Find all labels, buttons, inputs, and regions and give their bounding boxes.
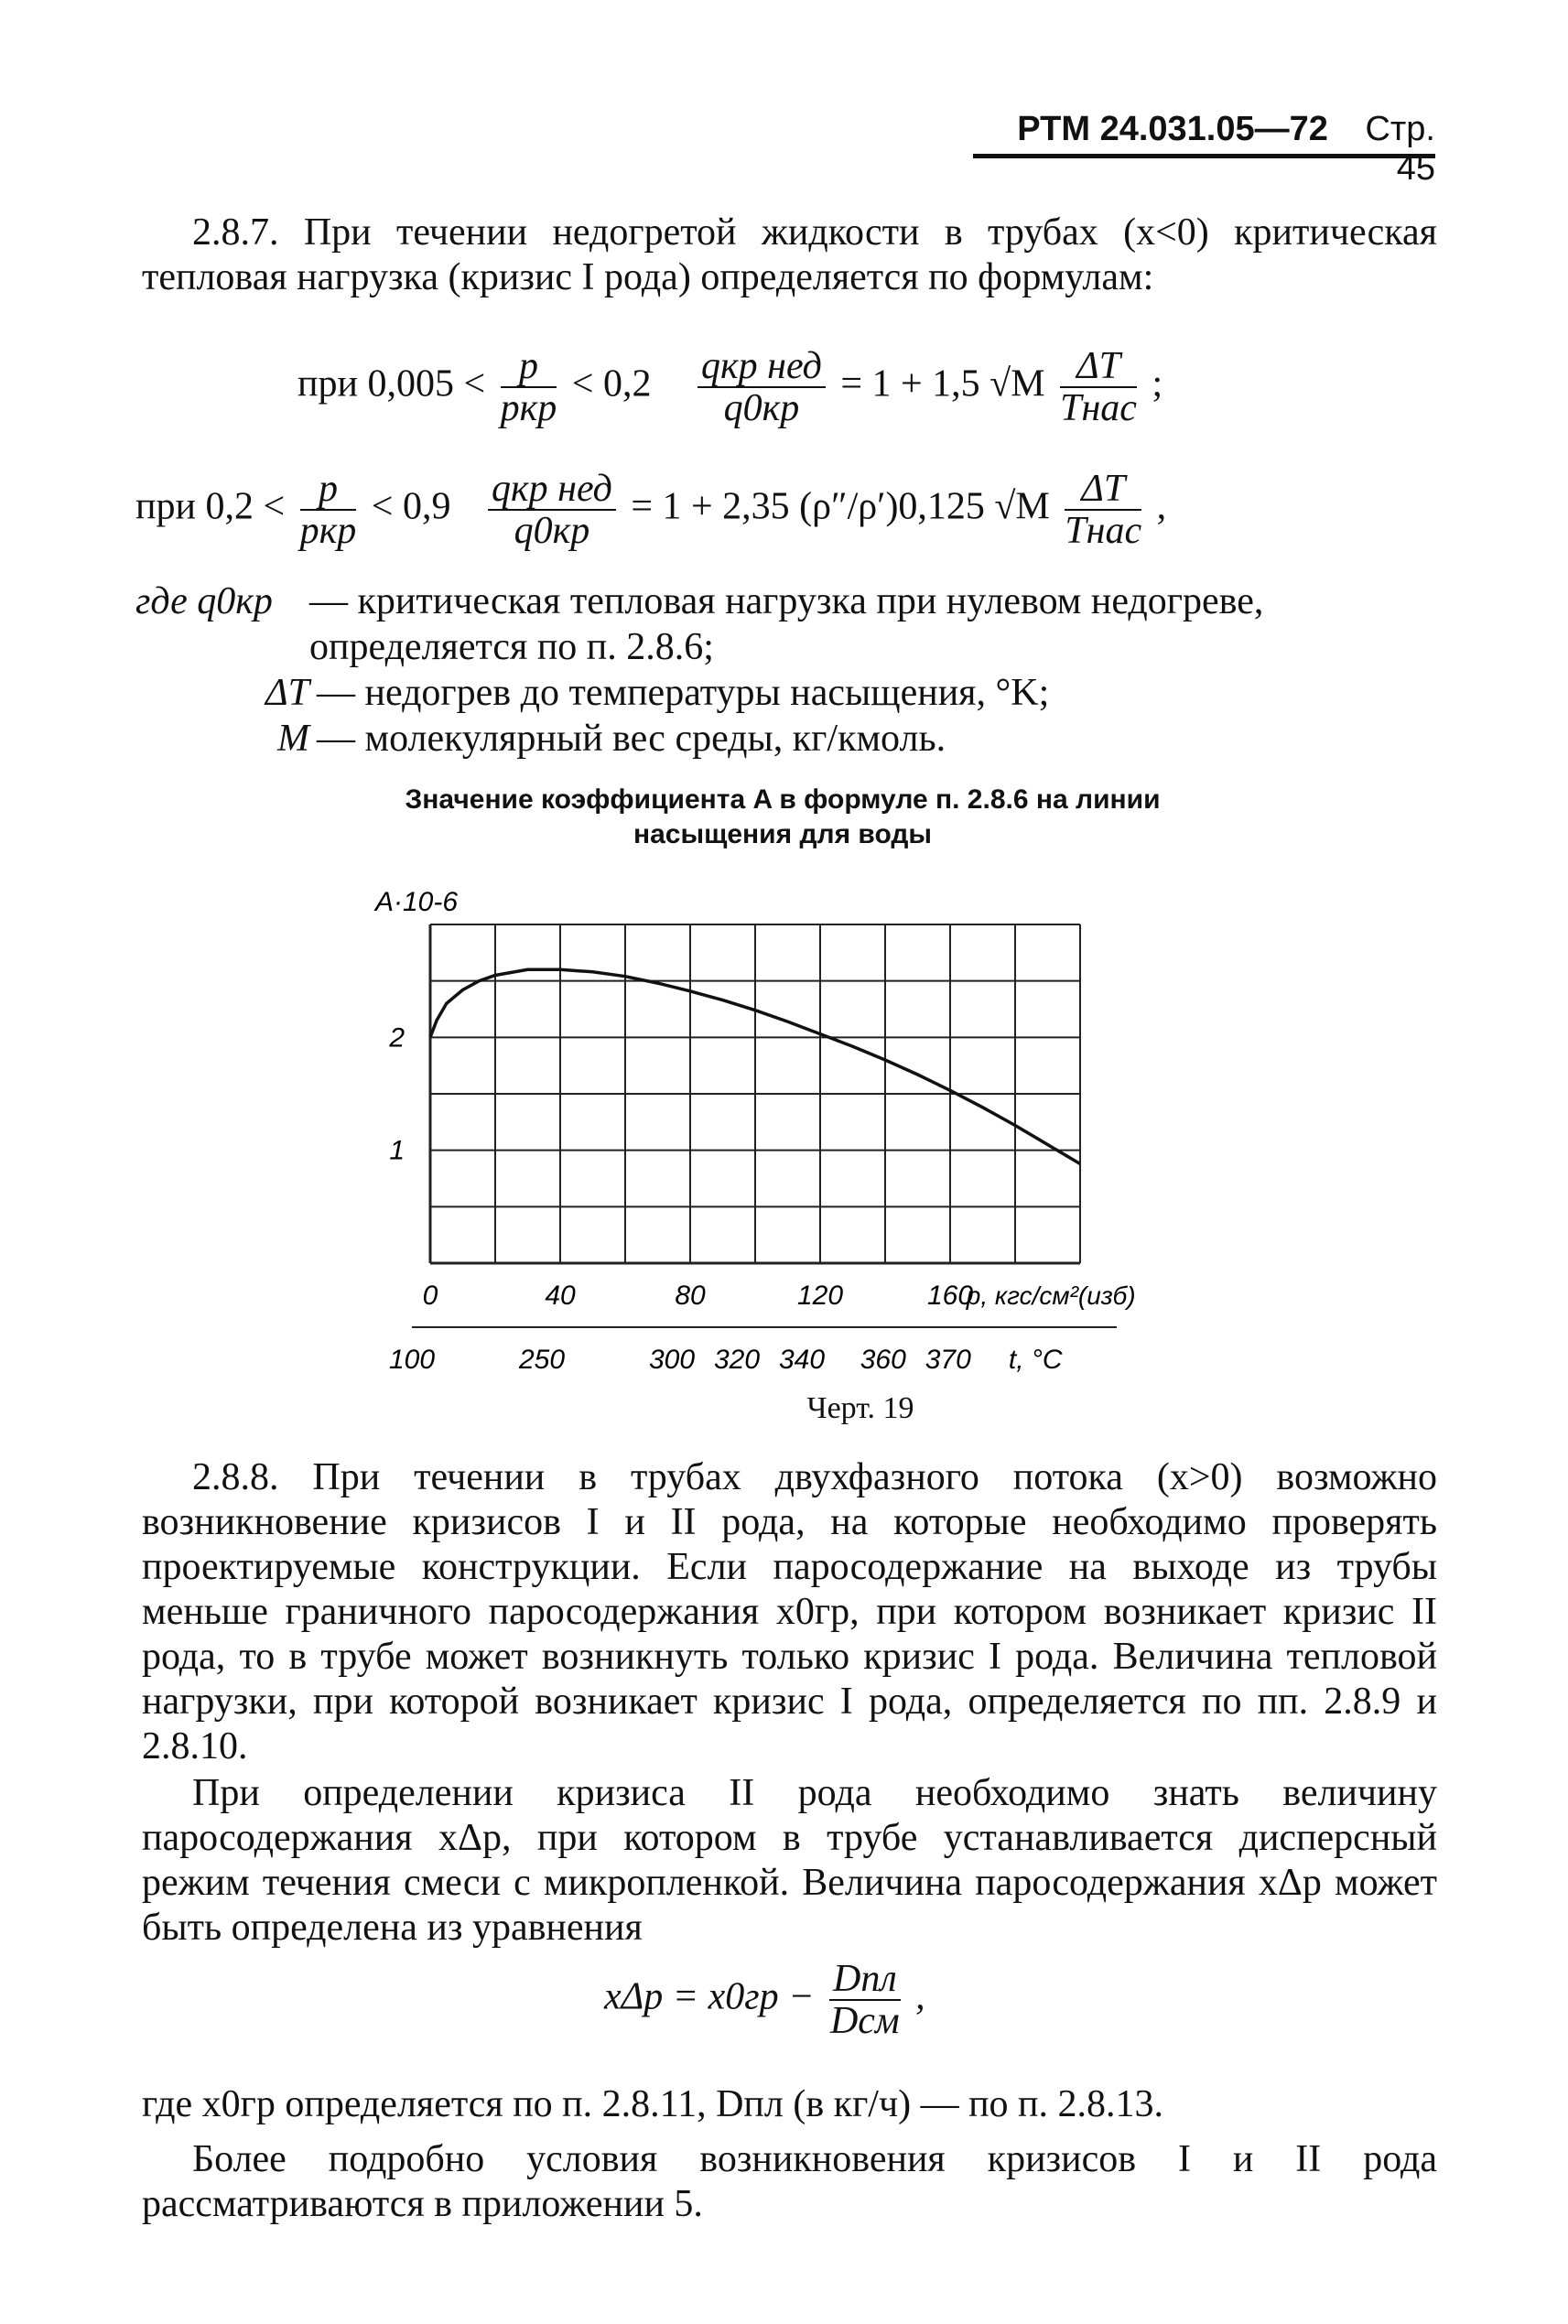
definition-dt: ΔT — недогрев до температуры насыщения, °K; — [265, 672, 1050, 714]
x-tick-label: 40 — [545, 1281, 576, 1311]
equation-x-dp: xΔр = x0гр − $\frac{\text{Dпл}}{\text{Dсм}}$ , — [604, 1958, 925, 2042]
x2-tick-label: 100 — [388, 1345, 436, 1375]
x2-tick-label: 340 — [778, 1345, 826, 1375]
formula-2-lhs: $\frac{\text{qкр нед}}{q0кр}$ — [488, 469, 616, 551]
chart-caption: Значение коэффициента A в формуле п. 2.8.6 на линии насыщения для воды — [405, 784, 1161, 849]
formula-2-pressure-ratio: $\frac{p}{\text{pкр}}$ — [299, 468, 357, 552]
formula-1: при 0,005 < $\frac{p}{\text{pкр}}$ < 0,2 $\frac{\text{qкр нед}}{q0кр}$ = 1 + 1,5 √M $\frac{\Delta T}{\text{Tнас}}$ ; — [297, 345, 1163, 429]
x2-tick-label: 320 — [713, 1345, 761, 1375]
x2-tick-label: 370 — [925, 1345, 971, 1375]
y-axis-label: A·10-6 — [375, 887, 459, 917]
equation-fraction: $\frac{\text{Dпл}}{\text{Dсм}}$ — [829, 1958, 900, 2042]
formula-2-range-end: < 0,9 — [371, 485, 451, 528]
x-tick-label: 0 — [422, 1281, 438, 1311]
formula-1-dt-ratio: $\frac{\Delta T}{\text{Tнас}}$ — [1060, 345, 1137, 429]
equation-lhs: xΔр = x0гр − — [604, 1975, 815, 2018]
page-number: Стр. 45 — [1365, 110, 1435, 188]
formula-1-prefix: при 0,005 < — [297, 362, 486, 405]
y-tick-label: 2 — [389, 1022, 405, 1054]
formula-1-lhs: $\frac{\text{qкр нед}}{q0кр}$ — [697, 346, 826, 428]
formula-2-rhs: = 1 + 2,35 (ρ″/ρ′)0,125 √M — [631, 485, 1050, 528]
formula-2-dt-ratio: $\frac{\Delta T}{\text{Tнас}}$ — [1065, 468, 1142, 552]
formula-1-range-end: < 0,2 — [571, 362, 652, 405]
chart-grid — [412, 924, 1117, 1327]
page-header — [973, 110, 1435, 188]
formula-2-prefix: при 0,2 < — [135, 485, 286, 528]
figure-label: Черт. 19 — [806, 1391, 914, 1425]
definition-m: M — молекулярный вес среды, кг/кмоль. — [277, 718, 946, 760]
x-tick-label: 160 — [926, 1281, 974, 1311]
paragraph-where-x0: где x0гр определяется по п. 2.8.11, Dпл (в кг/ч) — по п. 2.8.13. — [142, 2083, 1164, 2125]
formula-1-rhs: = 1 + 1,5 √M — [840, 362, 1045, 405]
chart-a-vs-pressure — [348, 870, 1263, 1382]
x-axis-label: p, кгс/см²(изб) — [966, 1281, 1136, 1310]
formula-1-pressure-ratio: $\frac{p}{\text{pкр}}$ — [500, 345, 557, 429]
paragraph-crisis-2: При определении кризиса II рода необходимо знать величину паросодержания xΔр, при котором в трубе устанавливается дисперсный режим течения смеси с микропленкой. Величина паросодержания xΔр может быть определена из уравнения — [142, 1772, 1437, 1949]
definition-q0: где q0кр — критическая тепловая нагрузка при нулевом недогреве, определяется по п. 2.8.6; — [135, 580, 1264, 668]
paragraph-2-8-7: 2.8.7. При течении недогретой жидкости в трубах (x<0) критическая тепловая нагрузка (кризис I рода) определяется по формулам: — [142, 211, 1437, 298]
paragraph-appendix: Более подробно условия возникновения кризисов I и II рода рассматриваются в приложении 5. — [142, 2138, 1437, 2225]
x2-axis-label: t, °C — [1008, 1345, 1063, 1375]
paragraph-2-8-8: 2.8.8. При течении в трубах двухфазного потока (x>0) возможно возникновение кризисов I и II рода, на которые необходимо проверять проектируемые конструкции. Если паросодержание на выходе из трубы меньше граничного паросодержания x0гр, при котором возникает кризис II рода, то в трубе может возникнуть только кризис I рода. Величина тепловой нагрузки, при которой возникает кризис I рода, определяется по пп. 2.8.9 и 2.8.10. — [142, 1456, 1437, 1767]
x-tick-label: 120 — [796, 1281, 844, 1311]
x2-tick-label: 250 — [518, 1345, 566, 1375]
document-code: РТМ 24.031.05—72 — [1017, 110, 1328, 148]
x2-tick-label: 300 — [648, 1345, 696, 1375]
x-tick-label: 80 — [675, 1281, 706, 1311]
y-tick-label: 1 — [389, 1135, 405, 1166]
formula-2: при 0,2 < $\frac{p}{\text{pкр}}$ < 0,9 $\frac{\text{qкр нед}}{q0кр}$ = 1 + 2,35 (ρ″/ρ′)0,125 √M $\frac{\Delta T}{\text{Tнас}}$ , — [135, 468, 1167, 552]
x2-tick-label: 360 — [860, 1345, 906, 1375]
definitions-list — [135, 578, 1440, 762]
